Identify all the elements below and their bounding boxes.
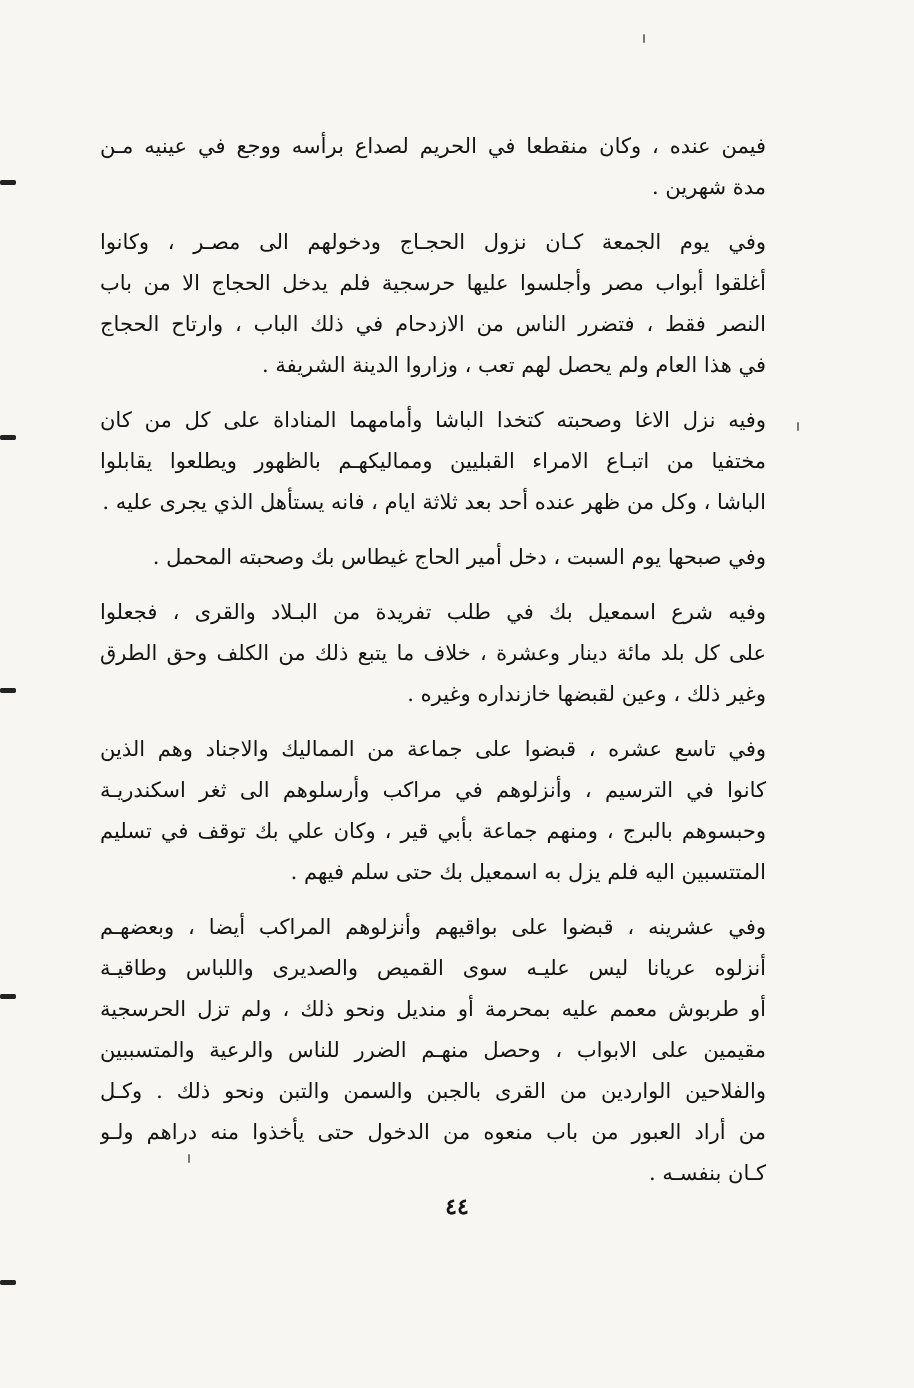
text-line: كـان بنفسـه . [649,1161,766,1185]
paragraph [100,400,766,523]
text-line: أغلقوا أبواب مصر وأجلسوا عليها حرسجية فلم يدخل الحجاج الا من باب [100,271,766,295]
text-line: أنزلوه عريانا ليس عليـه سوى القميص والصديرى واللباس وطاقيـة [100,956,766,980]
text-line: وفيه شرع اسمعيل بك في طلب تفريدة من البـلاد والقرى ، فجعلوا [100,600,766,624]
text-line: مقيمين على الابواب ، وحصل منهـم الضرر للناس والرعية والمتسببين [100,1038,766,1062]
paragraph [100,592,766,715]
paragraph [100,537,766,578]
paper-speck [188,1154,190,1163]
text-line: النصر فقط ، فتضرر الناس من الازدحام في ذلك الباب ، وارتاح الحجاج [100,312,766,336]
text-line: مدة شهرين . [652,175,766,199]
binding-mark [0,435,16,440]
text-line: أو طربوش معمم عليه بمحرمة أو منديل ونحو ذلك ، ولم تزل الحرسجية [100,997,766,1021]
paragraph [100,126,766,208]
body-text [100,126,766,1208]
text-line: وفي تاسع عشره ، قبضوا على جماعة من المماليك والاجناد وهم الذين [100,737,766,761]
text-line: وفي يوم الجمعة كـان نزول الحجـاج ودخولهم الى مصـر ، وكانوا [100,230,766,254]
text-line: وفيه نزل الاغا وصحبته كتخدا الباشا وأمامهما المناداة على كل من كان [100,408,766,432]
text-line: الباشا ، وكل من ظهر عنده أحد بعد ثلاثة ايام ، فانه يستأهل الذي يجرى عليه . [102,490,766,514]
paragraph [100,222,766,386]
text-line: وفي عشرينه ، قبضوا على بواقيهم وأنزلوهم المراكب أيضا ، وبعضهـم [100,915,766,939]
binding-mark [0,688,16,693]
text-line: كانوا في الترسيم ، وأنزلوهم في مراكب وأرسلوهم الى ثغر اسكندريـة [100,778,766,802]
text-line: فيمن عنده ، وكان منقطعا في الحريم لصداع برأسه ووجع في عينيه مـن [100,134,766,158]
binding-mark [0,180,16,185]
text-line: وفي صبحها يوم السبت ، دخل أمير الحاج غيطاس بك وصحبته المحمل . [152,545,766,569]
text-line: من أراد العبور من باب منعوه من الدخول حتى يأخذوا منه دراهم ولـو [100,1120,766,1144]
text-line: والفلاحين الواردين من القرى بالجبن والسمن والتبن ونحو ذلك . وكـل [100,1079,766,1103]
text-line: المتتسبين اليه فلم يزل به اسمعيل بك حتى سلم فيهم . [290,860,766,884]
paragraph [100,907,766,1194]
binding-mark [0,1280,16,1285]
text-line: وغير ذلك ، وعين لقبضها خازنداره وغيره . [407,682,766,706]
paragraph [100,729,766,893]
text-line: في هذا العام ولم يحصل لهم تعب ، وزاروا الدينة الشريفة . [261,353,766,377]
text-line: على كل بلد مائة دينار وعشرة ، خلاف ما يتبع ذلك من الكلف وحق الطرق [100,641,766,665]
text-line: مختفيا من اتبـاع الامراء القبليين ومماليكهـم بالظهور ويطلعوا يقابلوا [100,449,766,473]
text-line: وحبسوهم بالبرج ، ومنهم جماعة بأبي قير ، وكان علي بك توقف في تسليم [100,819,766,843]
paper-speck [643,34,645,43]
binding-mark [0,994,16,999]
paper-speck [797,422,799,431]
page-number: ٤٤ [445,1194,469,1220]
